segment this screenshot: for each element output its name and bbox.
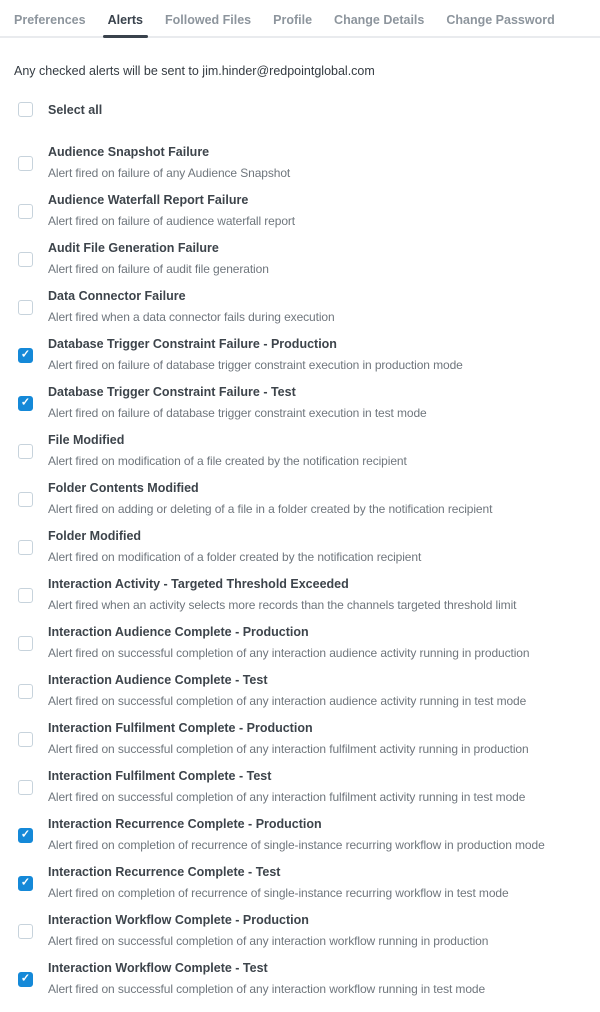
alert-row [18, 288, 600, 326]
tab[interactable]: Profile [273, 13, 313, 27]
alert-row [18, 864, 600, 902]
select-all-checkbox[interactable] [18, 102, 33, 117]
tab[interactable]: Change Details [334, 13, 425, 27]
alert-row [18, 768, 600, 806]
alert-text [48, 864, 509, 902]
alert-checkbox[interactable] [18, 204, 33, 219]
alert-row [18, 672, 600, 710]
alert-row [18, 624, 600, 662]
tab[interactable]: Change Password [446, 13, 555, 27]
alert-checkbox[interactable] [18, 732, 33, 747]
alert-checkbox[interactable] [18, 444, 33, 459]
check-icon: ✓ [20, 396, 31, 408]
alert-checkbox[interactable] [18, 972, 33, 987]
alert-row [18, 720, 600, 758]
alert-title: Interaction Recurrence Complete - Test [48, 865, 281, 879]
alert-description: Alert fired on failure of database trigger constraint execution in production mode [48, 358, 463, 372]
alert-title: Interaction Recurrence Complete - Production [48, 817, 322, 831]
check-icon: ✓ [20, 828, 31, 840]
alert-text [48, 240, 269, 278]
alert-text [48, 432, 407, 470]
tab[interactable]: Followed Files [165, 13, 252, 27]
alert-checkbox[interactable] [18, 348, 33, 363]
tab[interactable]: Alerts [108, 13, 143, 36]
alert-checkbox[interactable] [18, 636, 33, 651]
alert-title: Database Trigger Constraint Failure - Test [48, 385, 296, 399]
alert-text [48, 384, 427, 422]
alert-checkbox[interactable] [18, 876, 33, 891]
check-icon: ✓ [20, 348, 31, 360]
check-icon: ✓ [20, 876, 31, 888]
alert-row [18, 480, 600, 518]
alert-text [48, 768, 525, 806]
alert-text [48, 960, 485, 998]
alert-row [18, 384, 600, 422]
alert-title: Interaction Workflow Complete - Test [48, 961, 268, 975]
alert-title: Interaction Fulfilment Complete - Production [48, 721, 313, 735]
alert-title: Interaction Workflow Complete - Production [48, 913, 309, 927]
alert-title: Folder Contents Modified [48, 481, 199, 495]
alert-text [48, 288, 335, 326]
alert-title: Audience Snapshot Failure [48, 145, 210, 159]
alert-description: Alert fired on failure of audit file generation [48, 262, 269, 276]
select-all-label[interactable]: Select all [48, 102, 103, 117]
alert-title: Interaction Audience Complete - Test [48, 673, 268, 687]
select-all-row [18, 102, 600, 117]
alert-description: Alert fired on modification of a folder created by the notification recipient [48, 550, 422, 564]
alert-checkbox[interactable] [18, 588, 33, 603]
alert-description: Alert fired when a data connector fails during execution [48, 310, 335, 324]
intro-text: Any checked alerts will be sent to jim.hinder@redpointglobal.com [14, 64, 375, 78]
alert-row [18, 432, 600, 470]
alert-checkbox[interactable] [18, 684, 33, 699]
alert-checkbox[interactable] [18, 252, 33, 267]
alert-text [48, 624, 529, 662]
alert-checkbox[interactable] [18, 780, 33, 795]
alert-checkbox[interactable] [18, 828, 33, 843]
check-icon: ✓ [20, 972, 31, 984]
alert-description: Alert fired on failure of any Audience Snapshot [48, 166, 291, 180]
tab-bar [0, 0, 600, 38]
alert-description: Alert fired on modification of a file created by the notification recipient [48, 454, 407, 468]
alert-description: Alert fired on successful completion of any interaction fulfilment activity running in test mode [48, 790, 526, 804]
alert-description: Alert fired on completion of recurrence of single-instance recurring workflow in test mode [48, 886, 509, 900]
alert-text [48, 480, 492, 518]
alert-checkbox[interactable] [18, 924, 33, 939]
alert-checkbox[interactable] [18, 300, 33, 315]
alert-row [18, 144, 600, 182]
alert-description: Alert fired on successful completion of any interaction fulfilment activity running in production [48, 742, 529, 756]
alert-row [18, 192, 600, 230]
alert-text [48, 576, 516, 614]
alerts-list [18, 144, 600, 998]
alert-checkbox[interactable] [18, 156, 33, 171]
tab[interactable]: Preferences [14, 13, 86, 27]
alert-row [18, 528, 600, 566]
alert-row [18, 576, 600, 614]
alert-description: Alert fired when an activity selects more records than the channels targeted threshold limit [48, 598, 517, 612]
alert-title: File Modified [48, 433, 125, 447]
alert-description: Alert fired on successful completion of any interaction audience activity running in production [48, 646, 530, 660]
alert-title: Audience Waterfall Report Failure [48, 193, 249, 207]
alert-text [48, 816, 545, 854]
alert-text [48, 720, 529, 758]
alert-text [48, 672, 526, 710]
alert-description: Alert fired on successful completion of any interaction workflow running in production [48, 934, 489, 948]
alert-checkbox[interactable] [18, 396, 33, 411]
alert-description: Alert fired on completion of recurrence of single-instance recurring workflow in production mode [48, 838, 545, 852]
alert-text [48, 528, 421, 566]
alert-text [48, 336, 463, 374]
alert-description: Alert fired on adding or deleting of a file in a folder created by the notification recipient [48, 502, 493, 516]
alert-description: Alert fired on successful completion of any interaction workflow running in test mode [48, 982, 486, 996]
alert-title: Database Trigger Constraint Failure - Production [48, 337, 337, 351]
alert-title: Interaction Activity - Targeted Threshold Exceeded [48, 577, 349, 591]
alert-description: Alert fired on failure of database trigger constraint execution in test mode [48, 406, 427, 420]
alert-text [48, 912, 488, 950]
alert-checkbox[interactable] [18, 540, 33, 555]
alert-title: Interaction Audience Complete - Production [48, 625, 309, 639]
alert-row [18, 336, 600, 374]
alert-title: Data Connector Failure [48, 289, 186, 303]
alert-row [18, 960, 600, 998]
alert-description: Alert fired on failure of audience waterfall report [48, 214, 296, 228]
alert-title: Interaction Fulfilment Complete - Test [48, 769, 272, 783]
alert-text [48, 192, 295, 230]
alert-row [18, 816, 600, 854]
alert-title: Folder Modified [48, 529, 142, 543]
alert-row [18, 912, 600, 950]
alert-description: Alert fired on successful completion of any interaction audience activity running in test mode [48, 694, 527, 708]
alert-text [48, 144, 290, 182]
alert-checkbox[interactable] [18, 492, 33, 507]
alert-title: Audit File Generation Failure [48, 241, 219, 255]
alert-row [18, 240, 600, 278]
